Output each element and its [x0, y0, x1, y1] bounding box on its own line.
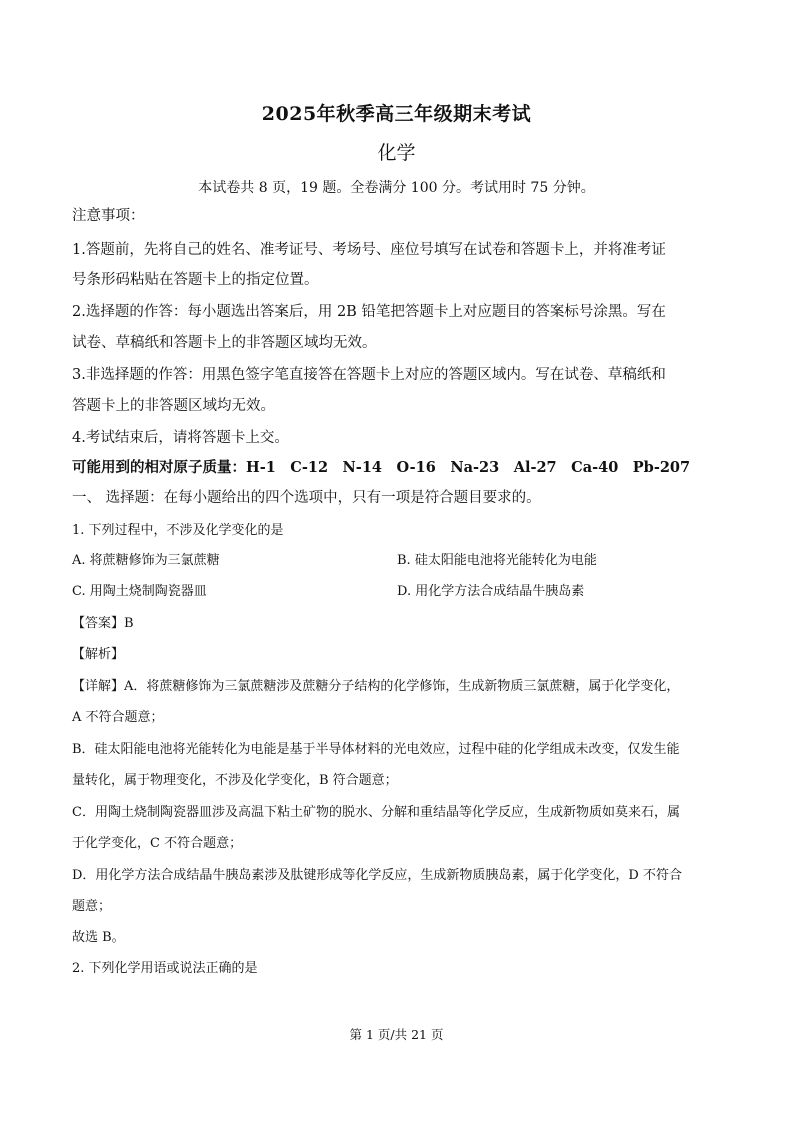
exam-title: 2025年秋季高三年级期末考试: [261, 103, 532, 125]
question-1-option-b: B. 硅太阳能电池将光能转化为电能: [397, 553, 597, 568]
question-1-stem: 1. 下列过程中，不涉及化学变化的是: [72, 523, 284, 538]
notice-item-2-line-1: 2.选择题的作答：每小题选出答案后，用 2B 铅笔把答题卡上对应题目的答案标号涂黑。写在: [72, 304, 666, 320]
question-1-conclusion: 故选 B。: [72, 930, 125, 945]
notice-item-3-line-2: 答题卡上的非答题区域均无效。: [72, 398, 275, 414]
atomic-masses: 可能用到的相对原子质量：H-1 C-12 N-14 O-16 Na-23 Al-27 Ca-40 Pb-207: [72, 459, 691, 476]
exam-info: 本试卷共 8 页，19 题。全卷满分 100 分。考试用时 75 分钟。: [198, 180, 595, 196]
question-1-option-a: A. 将蔗糖修饰为三氯蔗糖: [72, 553, 220, 568]
notice-item-3-line-1: 3.非选择题的作答：用黑色签字笔直接答在答题卡上对应的答题区域内。写在试卷、草稿纸和: [72, 367, 666, 383]
notice-item-2-line-2: 试卷、草稿纸和答题卡上的非答题区域均无效。: [72, 335, 377, 351]
question-1-detail-line-4: 量转化，属于物理变化，不涉及化学变化，B 符合题意；: [72, 773, 398, 788]
notice-item-1-line-1: 1.答题前，先将自己的姓名、准考证号、考场号、座位号填写在试卷和答题卡上，并将准考证: [72, 242, 666, 258]
subject-title: 化学: [377, 142, 416, 164]
question-1-detail-line-3: B．硅太阳能电池将光能转化为电能是基于半导体材料的光电效应，过程中硅的化学组成未改变，仅发生能: [72, 742, 680, 757]
question-1-detail-line-5: C．用陶土烧制陶瓷器皿涉及高温下粘土矿物的脱水、分解和重结晶等化学反应，生成新物质如莫来石，属: [72, 805, 680, 820]
question-1-detail-line-6: 于化学变化，C 不符合题意；: [72, 836, 243, 851]
question-1-detail-line-1: 【详解】A．将蔗糖修饰为三氯蔗糖涉及蔗糖分子结构的化学修饰，生成新物质三氯蔗糖，属于化学变化，: [72, 679, 680, 694]
section-1-heading: 一、 选择题：在每小题给出的四个选项中，只有一项是符合题目要求的。: [72, 490, 541, 506]
question-1-answer: 【答案】B: [72, 616, 134, 631]
question-1-option-c: C. 用陶土烧制陶瓷器皿: [72, 584, 207, 599]
page-footer: 第 1 页/共 21 页: [349, 1027, 444, 1042]
question-1-detail-line-2: A 不符合题意；: [72, 710, 164, 725]
question-2-stem: 2. 下列化学用语或说法正确的是: [72, 961, 258, 976]
notice-item-4: 4.考试结束后，请将答题卡上交。: [72, 430, 289, 446]
notice-item-1-line-2: 号条形码粘贴在答题卡上的指定位置。: [72, 272, 319, 288]
notice-heading: 注意事项：: [72, 208, 145, 224]
question-1-detail-line-7: D．用化学方法合成结晶牛胰岛素涉及肽键形成等化学反应，生成新物质胰岛素，属于化学变化，D 不符合: [72, 868, 682, 883]
question-1-option-d: D. 用化学方法合成结晶牛胰岛素: [397, 584, 585, 599]
question-1-detail-line-8: 题意；: [72, 899, 112, 914]
question-1-analysis-label: 【解析】: [72, 647, 125, 662]
